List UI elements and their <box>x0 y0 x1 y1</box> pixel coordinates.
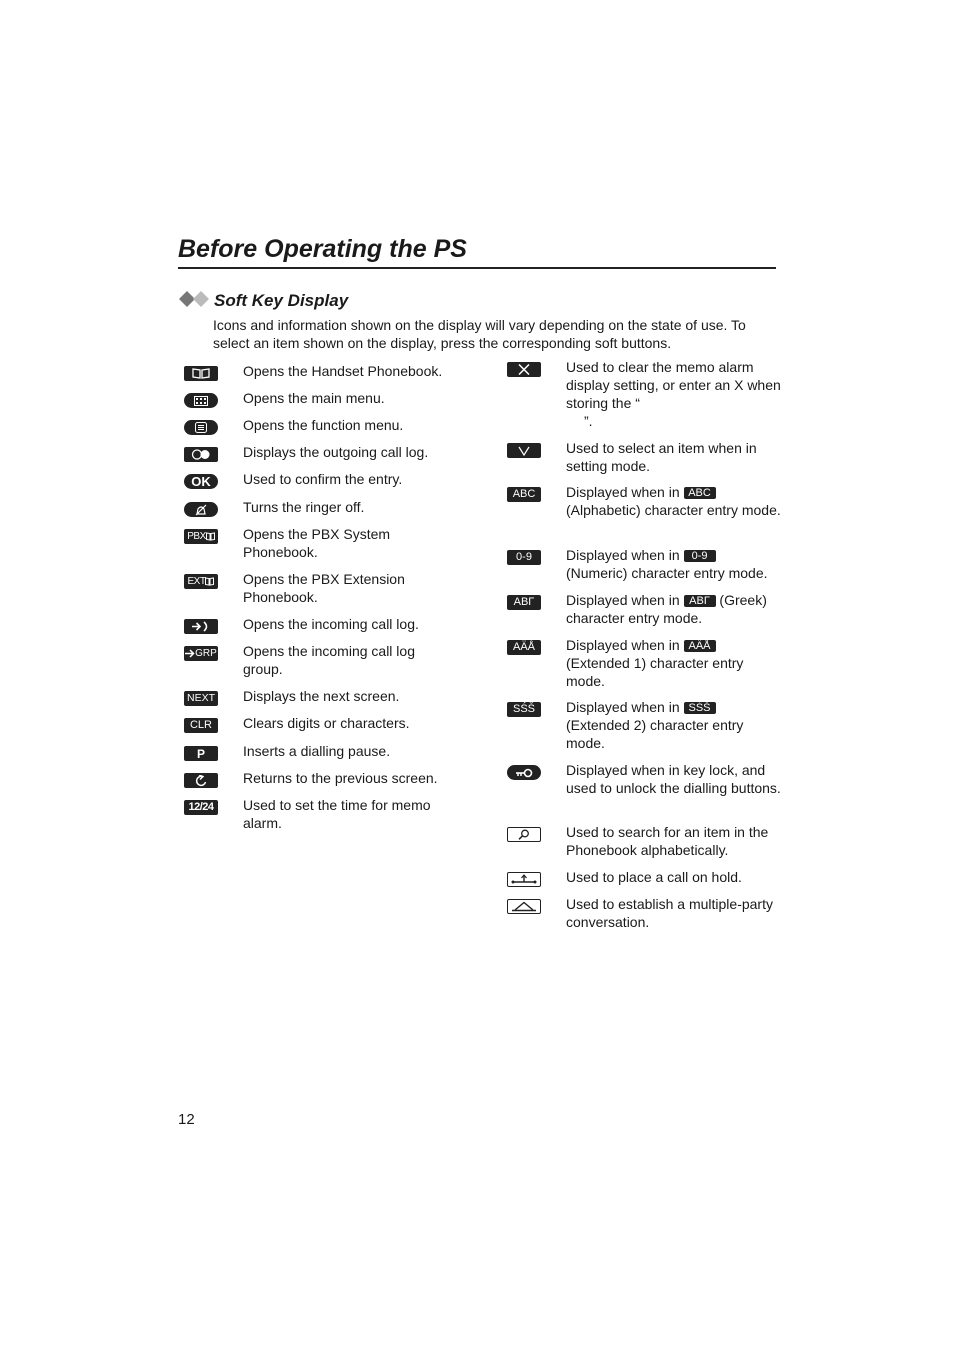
abc-icon: ABC <box>507 487 541 502</box>
ringer-off-icon <box>184 502 218 517</box>
page-number: 12 <box>178 1111 195 1128</box>
time-format-icon: 12/24 <box>184 800 218 815</box>
ext-phonebook-icon: EXT <box>184 574 218 589</box>
search-icon <box>507 827 541 842</box>
extended1-icon: AÄÅ <box>507 640 541 655</box>
section-title: Soft Key Display <box>214 291 349 310</box>
greek-icon: ΑΒΓ <box>507 595 541 610</box>
diamond-marker-icon <box>179 291 211 307</box>
next-icon: NEXT <box>184 691 218 706</box>
extended2-icon: SŚŠ <box>507 702 541 717</box>
numeric-icon: 0-9 <box>507 550 541 565</box>
key-lock-icon <box>507 765 541 780</box>
main-menu-icon <box>184 393 218 408</box>
numeric-icon: 0-9 <box>684 550 716 562</box>
function-menu-icon <box>184 420 218 435</box>
extended1-icon: AÄÅ <box>684 640 716 652</box>
check-icon <box>507 443 541 458</box>
abc-icon: ABC <box>684 487 716 499</box>
clear-x-icon <box>507 362 541 377</box>
hold-icon <box>507 872 541 887</box>
greek-icon: ΑΒΓ <box>684 595 716 607</box>
incoming-group-icon: GRP <box>184 646 218 661</box>
clear-icon: CLR <box>184 718 218 733</box>
extended2-icon: SŚŠ <box>684 702 716 714</box>
phonebook-icon <box>184 366 218 381</box>
outgoing-log-icon <box>184 447 218 462</box>
incoming-log-icon <box>184 619 218 634</box>
section-intro: Icons and information shown on the display will vary depending on the state of use. To select an item shown on the display, press the corresponding soft buttons. <box>213 317 746 351</box>
page-title: Before Operating the PS <box>178 234 776 269</box>
return-icon <box>184 773 218 788</box>
pause-icon: P <box>184 746 218 761</box>
pbx-phonebook-icon: PBX <box>184 529 218 544</box>
ok-icon: OK <box>184 474 218 489</box>
conference-icon <box>507 899 541 914</box>
